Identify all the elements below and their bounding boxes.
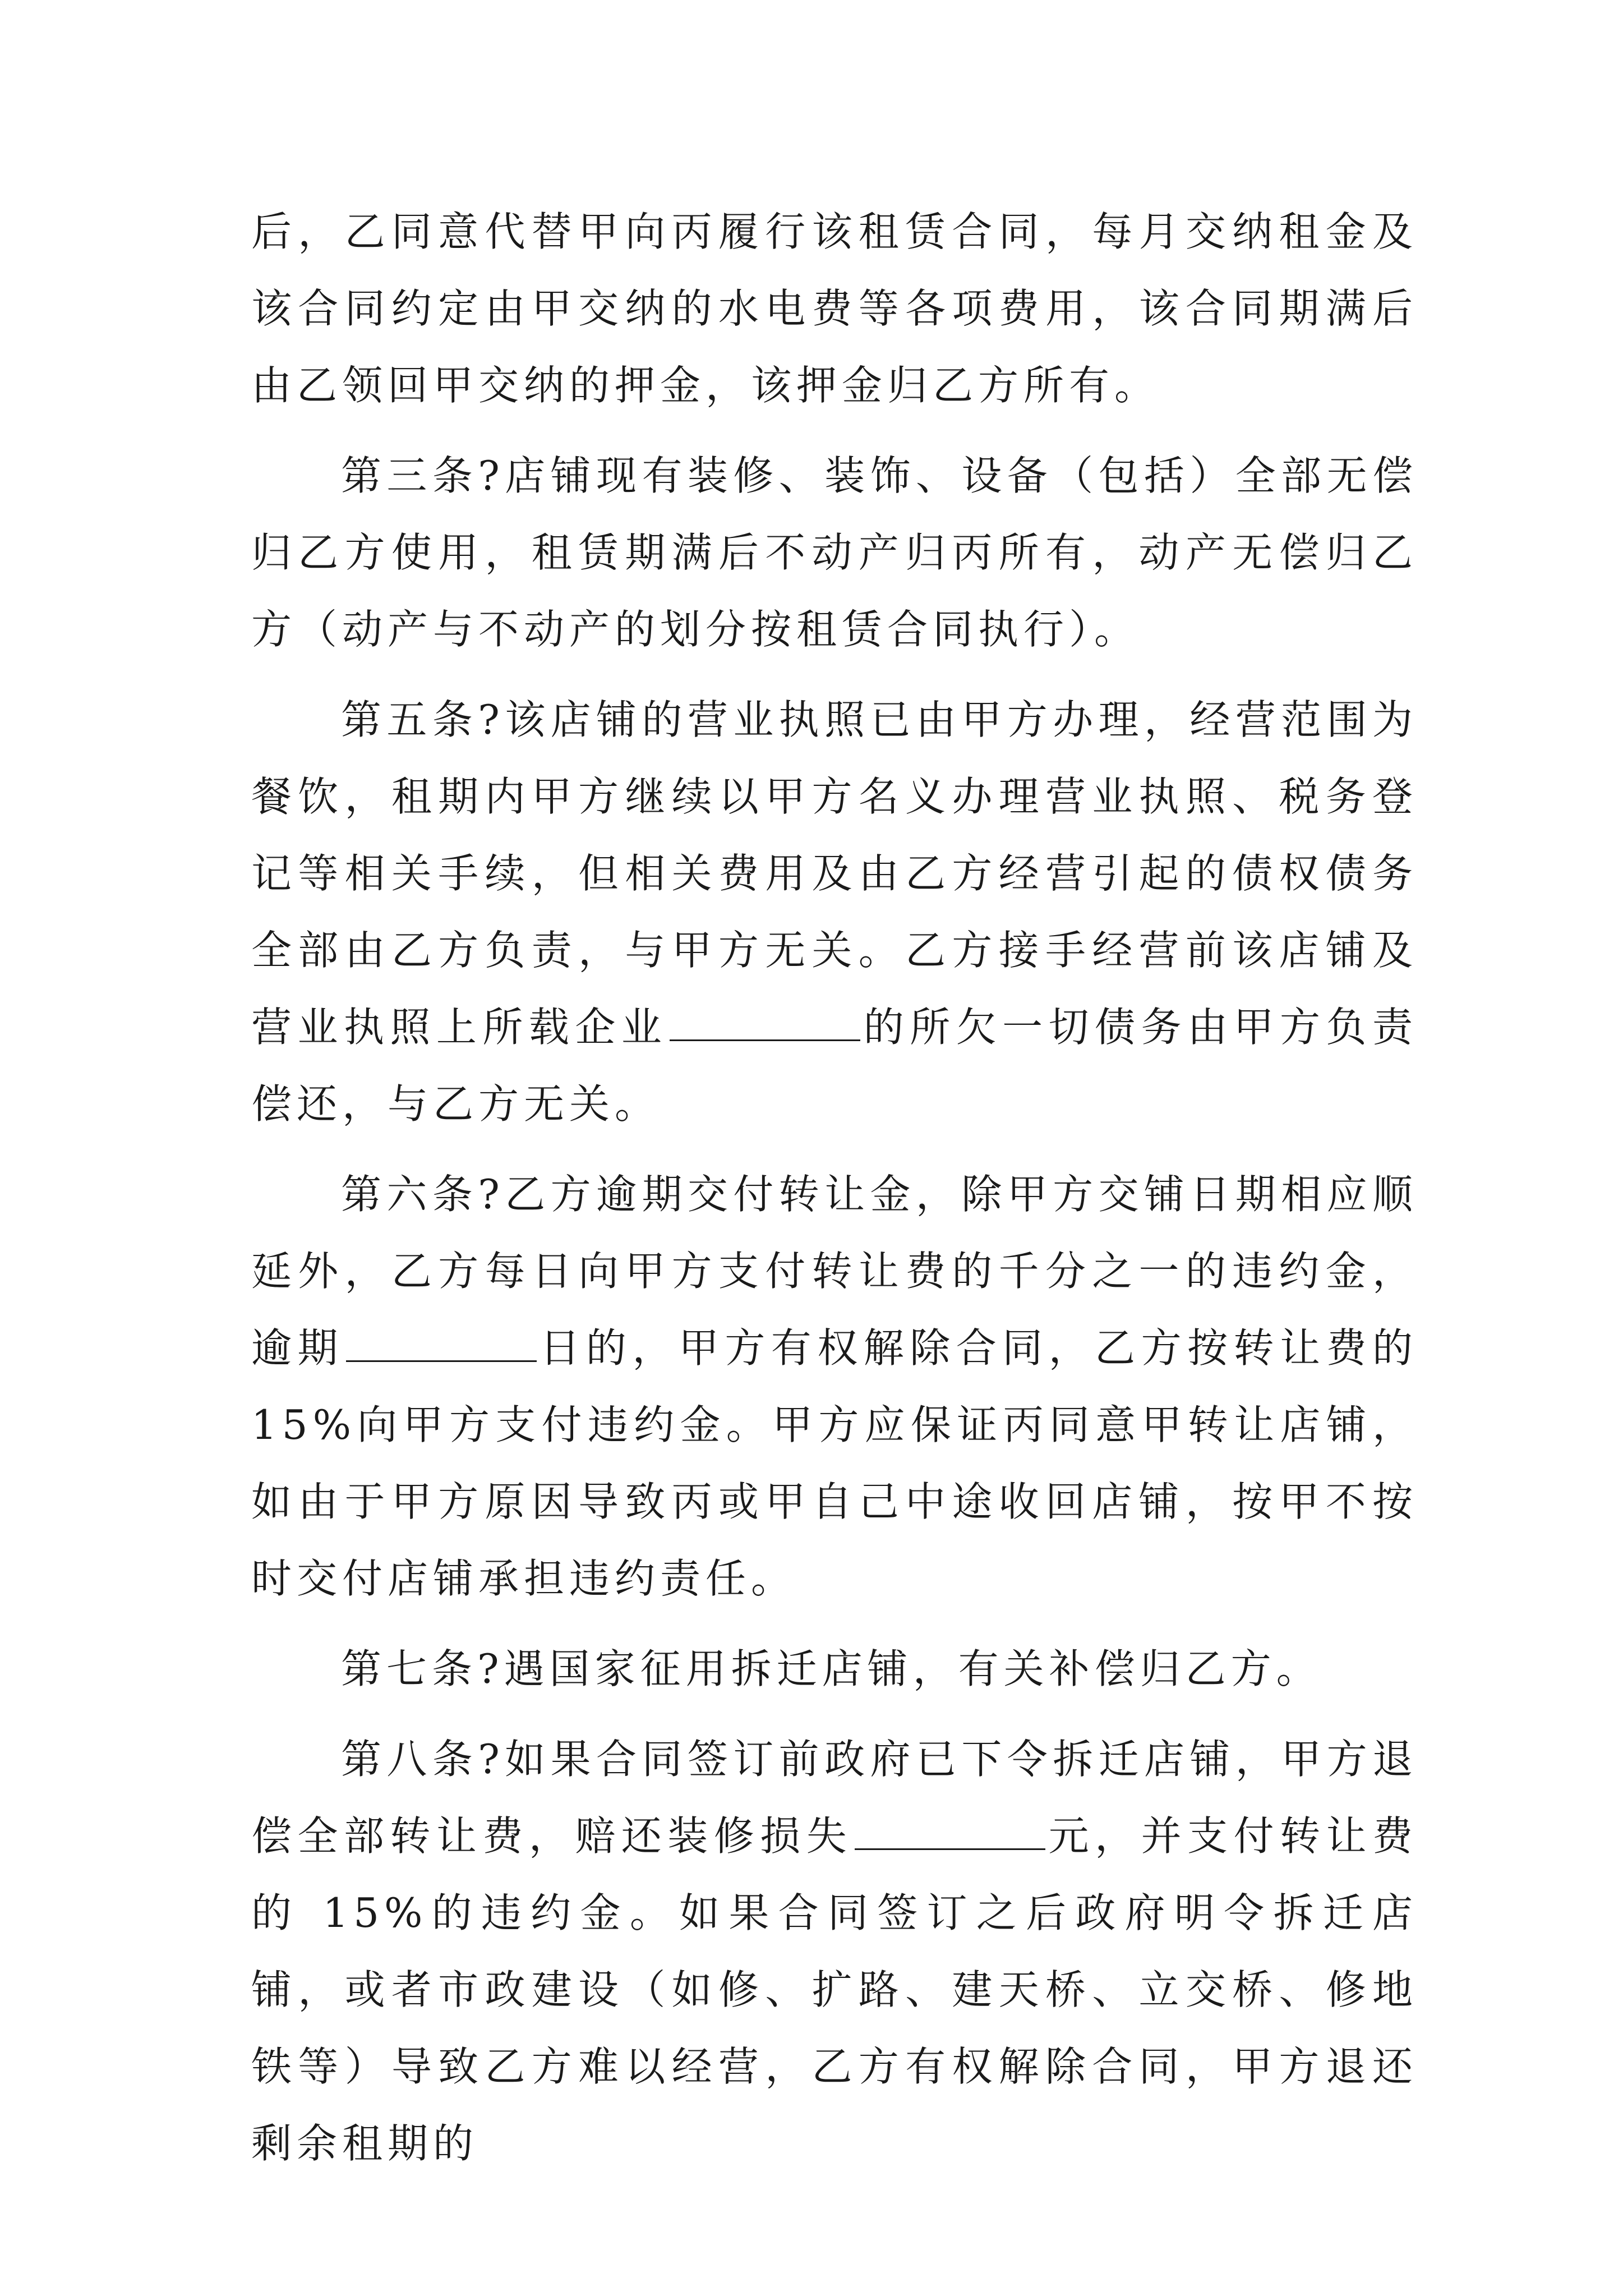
paragraph-text: 日的，甲方有权解除合同，乙方按转让费的 15%向甲方支付违约金。甲方应保证丙同意甲转让店铺，如由于甲方原因导致丙或甲自己中途收回店铺，按甲不按时交付店铺承担违约责任。: [251, 1324, 1418, 1602]
paragraph-text: 第八条?如果合同签订前政府已下令拆迁店铺，甲方退偿全部转让费，赔还装修损失: [251, 1736, 1418, 1860]
paragraph-text: 第五条?该店铺的营业执照已由甲方办理，经营范围为餐饮，租期内甲方继续以甲方名义办理营业执照、税务登记等相关手续，但相关费用及由乙方经营引起的债权债务全部由乙方负责，与甲方无关。乙方接手经营前该店铺及营业执照上所载企业: [251, 696, 1418, 1051]
document-body: [251, 194, 1418, 2196]
paragraph-text: 后，乙同意代替甲向丙履行该租赁合同，每月交纳租金及该合同约定由甲交纳的水电费等各项费用，该合同期满后由乙领回甲交纳的押金，该押金归乙方所有。: [251, 208, 1418, 409]
paragraph-p2: [251, 682, 1418, 1143]
paragraph-p3: [251, 1156, 1418, 1617]
paragraph-p1: [251, 438, 1418, 668]
paragraph-p5: [251, 1721, 1418, 2182]
fill-in-blank: [855, 1815, 1045, 1850]
paragraph-text: 第六条?乙方逾期交付转让金，除甲方交铺日期相应顺延外，乙方每日向甲方支付转让费的千分之一的违约金，逾期: [251, 1171, 1418, 1372]
paragraph-p0: [251, 194, 1418, 424]
paragraph-text: 第三条?店铺现有装修、装饰、设备（包括）全部无偿归乙方使用，租赁期满后不动产归丙所有，动产无偿归乙方（动产与不动产的划分按租赁合同执行）。: [251, 452, 1418, 653]
paragraph-text: 元，并支付转让费的 15%的违约金。如果合同签订之后政府明令拆迁店铺，或者市政建设（如修、扩路、建天桥、立交桥、修地铁等）导致乙方难以经营，乙方有权解除合同，甲方退还剩余租期的: [251, 1812, 1418, 2167]
paragraph-text: 的所欠一切债务由甲方负责偿还，与乙方无关。: [251, 1004, 1418, 1128]
fill-in-blank: [346, 1327, 537, 1362]
fill-in-blank: [670, 1006, 860, 1041]
paragraph-p4: [251, 1631, 1418, 1708]
paragraph-text: 第七条?遇国家征用拆迁店铺，有关补偿归乙方。: [341, 1645, 1322, 1692]
